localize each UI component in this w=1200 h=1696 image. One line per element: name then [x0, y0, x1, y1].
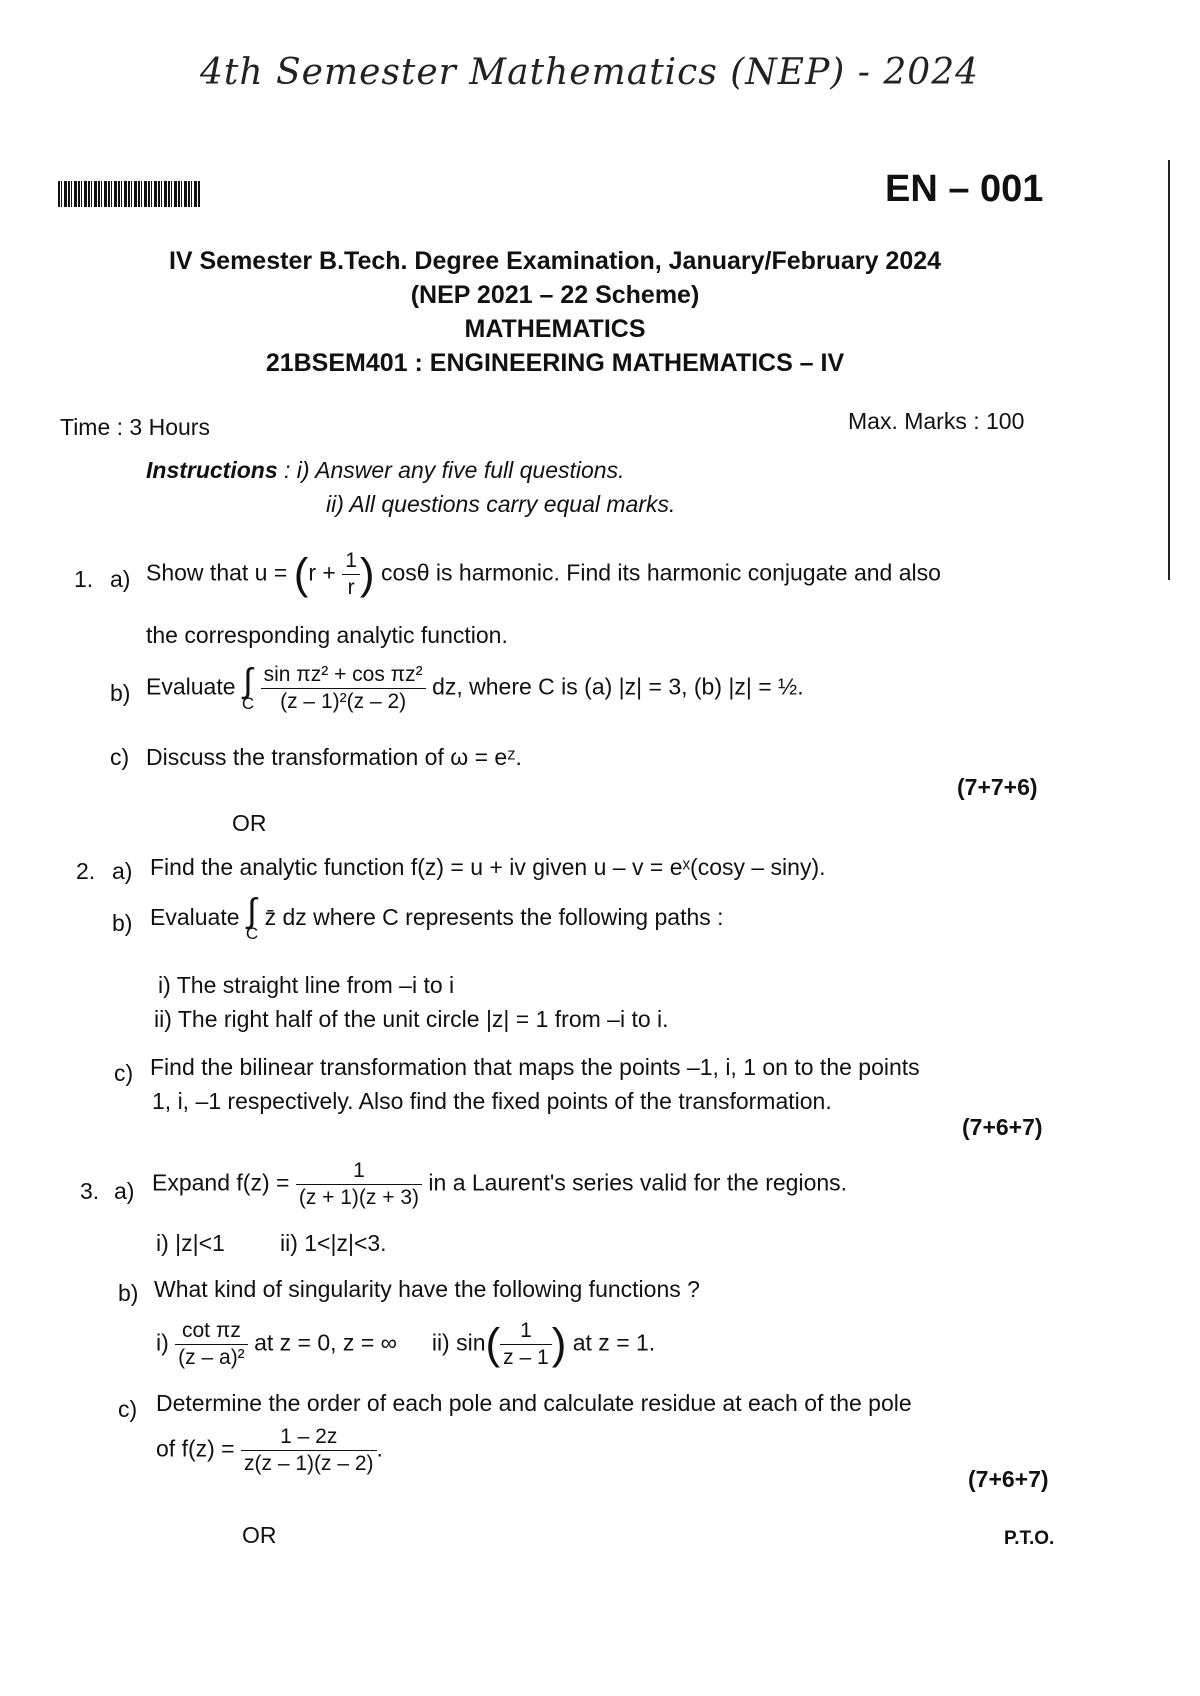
q1b-label: b) — [110, 680, 131, 706]
scheme-line: (NEP 2021 – 22 Scheme) — [410, 281, 700, 309]
handwritten-note: 4th Semester Mathematics (NEP) - 2024 — [200, 52, 980, 93]
instructions-label: Instructions — [146, 457, 278, 483]
q2-number: 2. — [76, 858, 96, 884]
q3c-label: c) — [118, 1396, 138, 1422]
subject-line: MATHEMATICS — [464, 315, 646, 343]
q1a-label: a) — [110, 566, 131, 592]
q3a-text: Expand f(z) = $\frac{1}{(z + 1)(z + 3)}$ in a Laurent's series valid for the regions. — [152, 1159, 848, 1209]
q1c-text: Discuss the transformation of ω = eᶻ. — [146, 744, 522, 770]
paper-code: EN – 001 — [885, 168, 1044, 210]
q2c-line2: 1, i, –1 respectively. Also find the fixed points of the transformation. — [152, 1088, 832, 1114]
q3b-i-fraction: $\frac{\text{cot πz}}{\text{(z – a)²}}$ — [175, 1318, 248, 1371]
q1-marks: (7+7+6) — [957, 774, 1038, 800]
q3a-region-ii: ii) 1<|z|<3. — [280, 1230, 387, 1256]
q3c-fraction: $\frac{1 - 2z}{z(z - 1)(z - 2)}$ — [241, 1424, 377, 1477]
instruction-2: ii) All questions carry equal marks. — [326, 491, 676, 517]
q3-number: 3. — [80, 1178, 100, 1204]
q2a-text: Find the analytic function f(z) = u + iv given u – v = eˣ(cosy – siny). — [150, 854, 826, 880]
q2b-path-ii: ii) The right half of the unit circle |z| = 1 from –i to i. — [154, 1006, 669, 1032]
q2b-label: b) — [112, 910, 133, 936]
q2-marks: (7+6+7) — [962, 1114, 1043, 1140]
or-separator-1: OR — [232, 810, 267, 836]
q1a-fraction: $\frac{1}{r}$ — [342, 548, 360, 601]
q1b-text: Evaluate ∫ C $\frac{\text{sin πz² + cos πz²}}{\text{(z – 1)²(z – 2)}}$ dz, where C is (a) |z| = 3, (b) |z| = ½. — [146, 661, 804, 713]
q1a-line2: the corresponding analytic function. — [146, 622, 508, 648]
integral-sign: ∫ C — [245, 892, 259, 943]
instructions: Instructions : i) Answer any five full questions. — [146, 457, 625, 483]
q1-number: 1. — [74, 566, 94, 592]
q3c-text: Determine the order of each pole and calculate residue at each of the pole — [156, 1390, 912, 1416]
q3b-text: What kind of singularity have the following functions ? — [154, 1276, 700, 1302]
q1a-text: Show that u = (r + $\frac{1}{r}$ ) cosθ is harmonic. Find its harmonic conjugate and also — [146, 549, 941, 599]
q3a-label: a) — [114, 1178, 135, 1204]
course-line: 21BSEM401 : ENGINEERING MATHEMATICS – IV — [265, 349, 845, 377]
instruction-1: i) Answer any five full questions. — [296, 457, 625, 483]
q2b-path-i: i) The straight line from –i to i — [158, 972, 455, 998]
or-separator-2: OR — [242, 1522, 277, 1548]
barcode — [58, 181, 200, 207]
q3a-fraction: $\frac{1}{(z + 1)(z + 3)}$ — [296, 1158, 422, 1211]
please-turn-over: P.T.O. — [1004, 1528, 1055, 1549]
q2c-line1: Find the bilinear transformation that maps the points –1, i, 1 on to the points — [150, 1054, 920, 1080]
exam-title: IV Semester B.Tech. Degree Examination, January/February 2024 — [168, 247, 942, 275]
q3b-functions: i) $\frac{\text{cot πz}}{\text{(z – a)²}}$ at z = 0, z = ∞ ii) sin( $\frac{1}{z - 1}$ ) at z = 1. — [156, 1319, 656, 1369]
q2c-label: c) — [114, 1060, 134, 1086]
q2a-label: a) — [112, 858, 133, 884]
page-edge-line — [1168, 160, 1170, 580]
q3b-label: b) — [118, 1280, 139, 1306]
q3a-region-i: i) |z|<1 — [156, 1230, 225, 1256]
q2b-text: Evaluate ∫ C z̄ dz where C represents the following paths : — [150, 892, 724, 943]
q3-marks: (7+6+7) — [968, 1466, 1049, 1492]
q3c-function: of f(z) = $\frac{1 - 2z}{z(z - 1)(z - 2)}$ . — [156, 1425, 383, 1475]
max-marks: Max. Marks : 100 — [848, 408, 1025, 434]
q3b-ii-fraction: $\frac{1}{z - 1}$ — [500, 1318, 552, 1371]
integral-sign: ∫ C — [241, 661, 255, 713]
time-allowed: Time : 3 Hours — [60, 414, 210, 440]
q1c-label: c) — [110, 744, 130, 770]
q1b-fraction: $\frac{\text{sin πz² + cos πz²}}{\text{(z – 1)²(z – 2)}}$ — [261, 662, 426, 715]
